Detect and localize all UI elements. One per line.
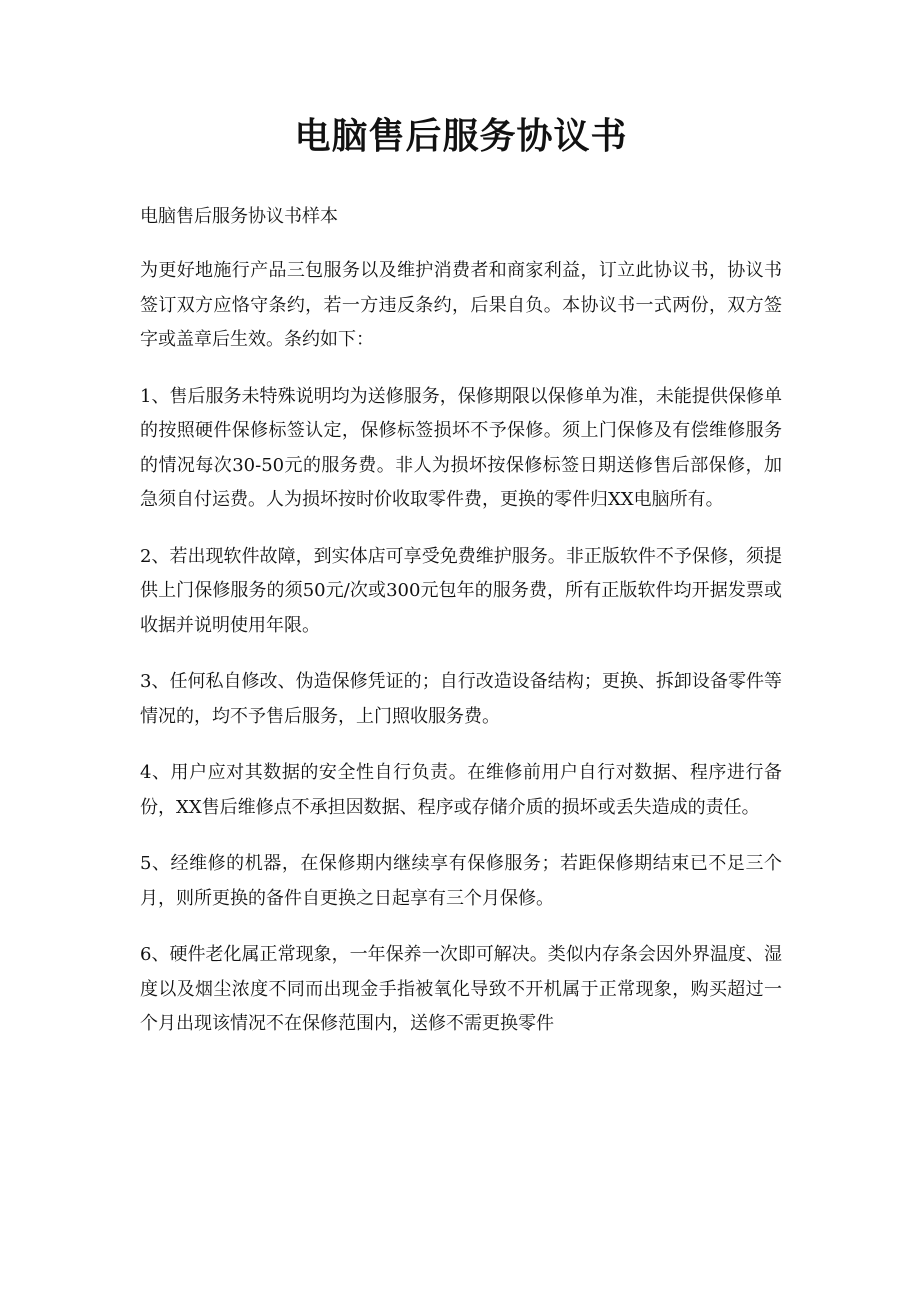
clause-1-paragraph: 1、售后服务未特殊说明均为送修服务，保修期限以保修单为准，未能提供保修单的按照硬件保修标签认定，保修标签损坏不予保修。须上门保修及有偿维修服务的情况每次30-50元的服务费。非人为损坏按保修标签日期送修售后部保修，加急须自付运费。人为损坏按时价收取零件费，更换的零件归XX电脑所有。 — [140, 385, 782, 510]
clause-2-paragraph: 2、若出现软件故障，到实体店可享受免费维护服务。非正版软件不予保修，须提供上门保修服务的须50元/次或300元包年的服务费，所有正版软件均开据发票或收据并说明使用年限。 — [140, 545, 782, 636]
intro-paragraph: 为更好地施行产品三包服务以及维护消费者和商家利益，订立此协议书，协议书签订双方应恪守条约，若一方违反条约，后果自负。本协议书一式两份，双方签字或盖章后生效。条约如下： — [140, 260, 782, 350]
clause-5-paragraph: 5、经维修的机器，在保修期内继续享有保修服务；若距保修期结束已不足三个月，则所更换的备件自更换之日起享有三个月保修。 — [140, 853, 782, 909]
clause-6-paragraph: 6、硬件老化属正常现象，一年保养一次即可解决。类似内存条会因外界温度、湿度以及烟尘浓度不同而出现金手指被氧化导致不开机属于正常现象，购买超过一个月出现该情况不在保修范围内，送修不需更换零件 — [140, 944, 782, 1034]
document-subtitle: 电脑售后服务协议书样本 — [140, 206, 338, 227]
clause-4-paragraph: 4、用户应对其数据的安全性自行负责。在维修前用户自行对数据、程序进行备份，XX售后维修点不承担因数据、程序或存储介质的损坏或丢失造成的责任。 — [140, 762, 782, 818]
clause-3-paragraph: 3、任何私自修改、伪造保修凭证的；自行改造设备结构；更换、拆卸设备零件等情况的，均不予售后服务，上门照收服务费。 — [140, 671, 782, 727]
document-title: 电脑售后服务协议书 — [294, 115, 628, 157]
